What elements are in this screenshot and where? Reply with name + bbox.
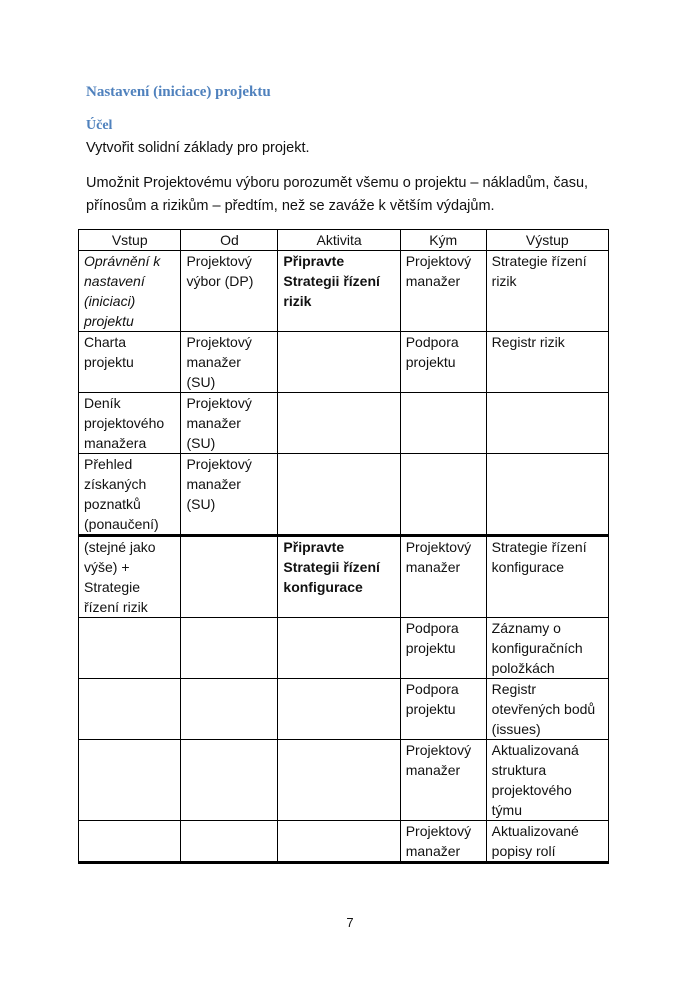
table-row — [79, 251, 609, 332]
table-row — [79, 536, 609, 618]
table-row — [79, 618, 609, 679]
cell-activity — [278, 821, 400, 863]
table-row — [79, 454, 609, 536]
header-od: Od — [181, 230, 278, 251]
cell-activity — [278, 740, 400, 821]
table-row — [79, 393, 609, 454]
cell-input: (stejné jako výše) + Strategie řízení rizik — [79, 536, 181, 618]
cell-output: Strategie řízení rizik — [486, 251, 608, 332]
cell-from — [181, 679, 278, 740]
cell-input: Deník projektového manažera — [79, 393, 181, 454]
header-kym: Kým — [400, 230, 486, 251]
cell-from — [181, 618, 278, 679]
cell-output: Registr rizik — [486, 332, 608, 393]
cell-output — [486, 393, 608, 454]
cell-output: Strategie řízení konfigurace — [486, 536, 608, 618]
section-heading: Nastavení (iniciace) projektu — [86, 84, 271, 100]
cell-by: Podpora projektu — [400, 618, 486, 679]
table-row — [79, 679, 609, 740]
cell-from — [181, 536, 278, 618]
cell-input: Přehled získaných poznatků (ponaučení) — [79, 454, 181, 536]
cell-activity — [278, 454, 400, 536]
cell-output — [486, 454, 608, 536]
cell-by: Podpora projektu — [400, 679, 486, 740]
header-aktivita: Aktivita — [278, 230, 400, 251]
cell-by — [400, 454, 486, 536]
process-table — [78, 229, 609, 864]
cell-input — [79, 618, 181, 679]
table-row — [79, 332, 609, 393]
cell-activity — [278, 618, 400, 679]
cell-output: Registr otevřených bodů (issues) — [486, 679, 608, 740]
page-number: 7 — [346, 915, 354, 930]
purpose-paragraph-1: Vytvořit solidní základy pro projekt. — [86, 140, 310, 156]
cell-by: Projektový manažer — [400, 740, 486, 821]
cell-from: Projektový manažer (SU) — [181, 454, 278, 536]
cell-by: Projektový manažer — [400, 821, 486, 863]
table-row — [79, 740, 609, 821]
cell-from — [181, 740, 278, 821]
cell-by: Projektový manažer — [400, 536, 486, 618]
cell-from: Projektový manažer (SU) — [181, 393, 278, 454]
cell-activity — [278, 393, 400, 454]
cell-input: Charta projektu — [79, 332, 181, 393]
cell-by: Projektový manažer — [400, 251, 486, 332]
cell-activity — [278, 332, 400, 393]
cell-activity: Připravte Strategii řízení konfigurace — [278, 536, 400, 618]
purpose-paragraph-2: Umožnit Projektovému výboru porozumět všemu o projektu – nákladům, času, přínosům a rizikům – předtím, než se zaváže k větším výdajům. — [86, 175, 589, 214]
cell-activity: Připravte Strategii řízení rizik — [278, 251, 400, 332]
cell-from: Projektový výbor (DP) — [181, 251, 278, 332]
cell-input — [79, 821, 181, 863]
cell-by: Podpora projektu — [400, 332, 486, 393]
cell-input — [79, 679, 181, 740]
header-vstup: Vstup — [79, 230, 181, 251]
cell-from: Projektový manažer (SU) — [181, 332, 278, 393]
header-vystup: Výstup — [486, 230, 608, 251]
cell-output: Aktualizovaná struktura projektového týmu — [486, 740, 608, 821]
subsection-heading: Účel — [86, 118, 113, 133]
cell-by — [400, 393, 486, 454]
cell-input — [79, 740, 181, 821]
table-header-row — [79, 230, 609, 251]
cell-output: Záznamy o konfiguračních položkách — [486, 618, 608, 679]
cell-activity — [278, 679, 400, 740]
cell-input: Oprávnění k nastavení (iniciaci) projektu — [79, 251, 181, 332]
table-row — [79, 821, 609, 863]
cell-from — [181, 821, 278, 863]
cell-output: Aktualizované popisy rolí — [486, 821, 608, 863]
